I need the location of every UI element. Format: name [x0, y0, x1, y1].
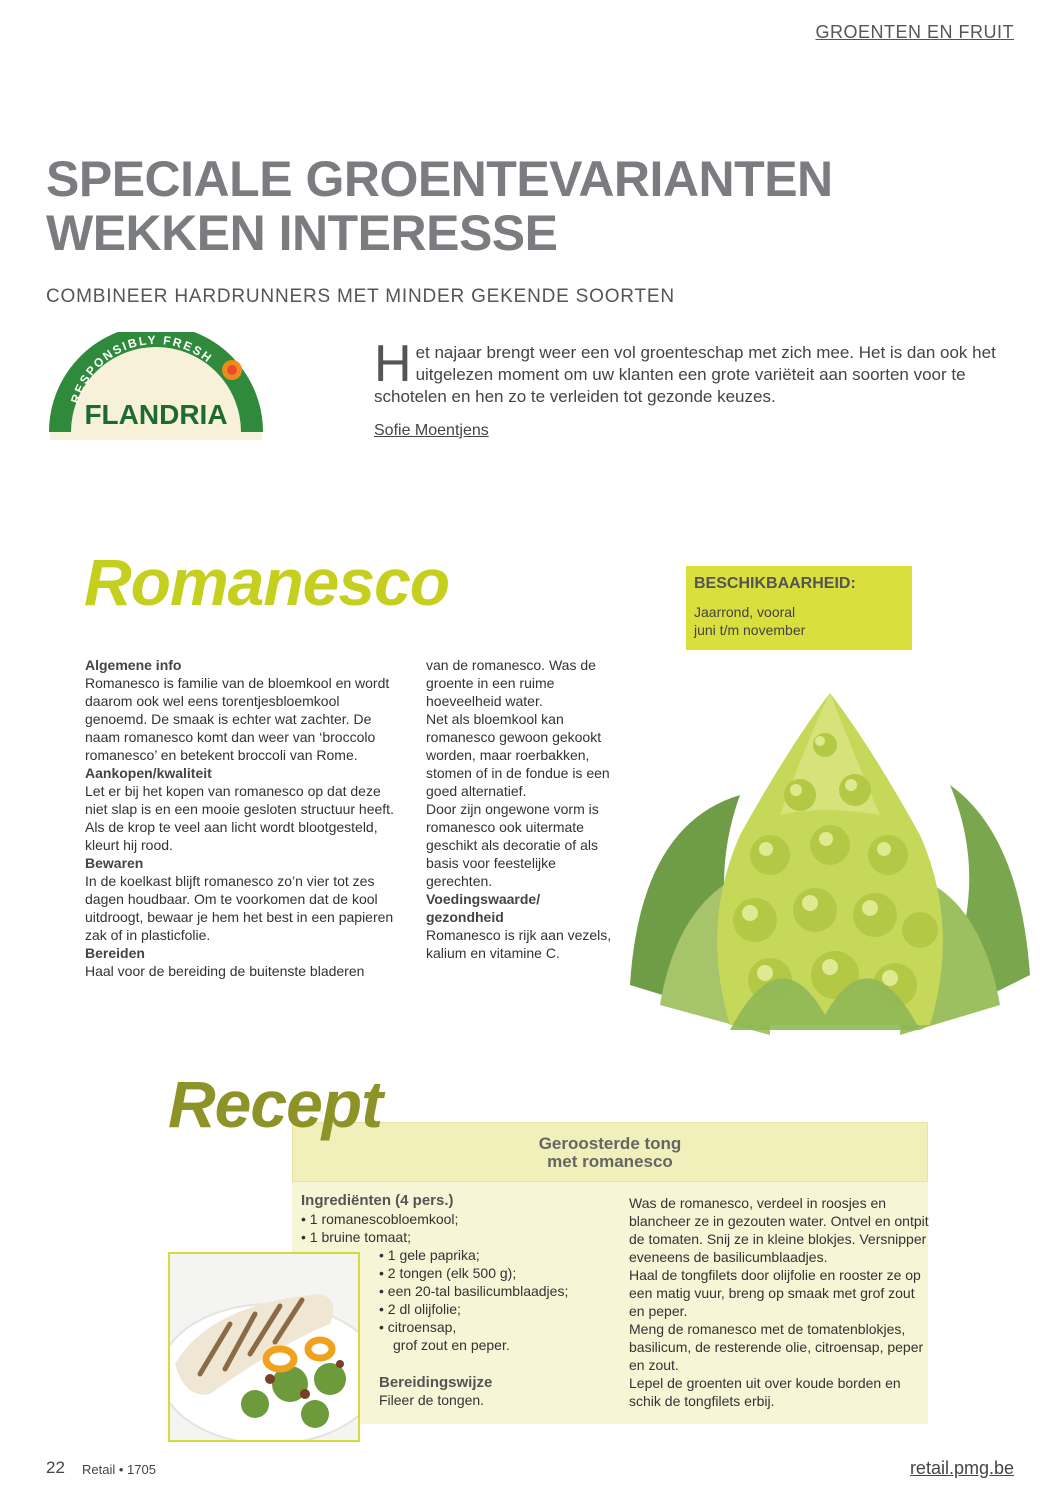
nutrition-heading: Voedingswaarde/ gezondheid: [426, 891, 541, 925]
prep-text: Haal voor de bereiding de buitenste bladeren: [85, 963, 365, 979]
romanesco-column-1: [85, 656, 395, 980]
dish-photo: [168, 1252, 360, 1442]
buy-heading: Aankopen/kwaliteit: [85, 765, 212, 781]
page-number: 22: [46, 1458, 65, 1477]
recipe-step: Haal de tongfilets door olijfolie en rooster ze op een matig vuur, breng op smaak met grof zout en peper.: [629, 1267, 921, 1319]
ingredient-item: • 1 bruine tomaat;: [301, 1228, 621, 1246]
method-heading: Bereidingswijze: [379, 1374, 493, 1391]
prep-text-continued: van de romanesco. Was de groente in een ruime hoeveelheid water.: [426, 657, 596, 709]
magazine-issue: Retail • 1705: [82, 1462, 156, 1477]
recipe-header: [292, 1122, 928, 1182]
article-headline: [46, 152, 833, 260]
ingredients-heading: Ingrediënten (4 pers.): [301, 1192, 454, 1209]
ingredient-item: • 1 gele paprika;: [301, 1246, 621, 1264]
recipe-name-line-1: Geroosterde tong: [538, 1134, 682, 1153]
author-link[interactable]: Sofie Moentjens: [374, 422, 489, 439]
info-heading: Algemene info: [85, 657, 182, 673]
method-intro: Fileer de tongen.: [379, 1392, 485, 1408]
ingredient-item: • 2 tongen (elk 500 g);: [301, 1264, 621, 1282]
nutrition-text: Romanesco is rijk aan vezels, kalium en vitamine C.: [426, 927, 612, 961]
logo-arc-text: RESPONSIBLY FRESH: [67, 332, 216, 406]
ingredient-item: • 1 romanescobloemkool;: [301, 1210, 621, 1228]
intro-dropcap: H: [374, 335, 412, 393]
recipe-step: Lepel de groenten uit over koude borden en schik de tongfilets erbij.: [629, 1375, 901, 1409]
section-label[interactable]: GROENTEN EN FRUIT: [815, 22, 1014, 42]
recipe-title: Recept: [168, 1067, 383, 1141]
romanesco-photo: [620, 685, 1040, 1045]
recipe-steps: [629, 1194, 929, 1410]
availability-heading: BESCHIKBAARHEID:: [694, 575, 856, 592]
recipe-name-line-2: met romanesco: [547, 1152, 673, 1171]
logo-brand-text: FLANDRIA: [84, 399, 228, 430]
intro-text: et najaar brengt weer een vol groenteschap met zich mee. Het is dan ook het uitgelezen moment om uw klanten een grote variëteit aan soorten voor te schotelen en hen zo te verleiden tot gezonde keuzes.: [374, 343, 996, 406]
website-link[interactable]: retail.pmg.be: [909, 1458, 1014, 1478]
prep-paragraph-3: Door zijn ongewone vorm is romanesco ook uitermate geschikt als decoratie of als basis voor feestelijke gerechten.: [426, 801, 599, 889]
headline-line-2: WEKKEN INTERESSE: [46, 205, 558, 261]
ingredient-item: • 2 dl olijfolie;: [301, 1300, 621, 1318]
dish-illustration: [170, 1254, 358, 1440]
headline-line-1: SPECIALE GROENTEVARIANTEN: [46, 151, 833, 207]
recipe-step: Meng de romanesco met de tomatenblokjes, basilicum, de resterende olie, citroensap, peper en zout.: [629, 1321, 924, 1373]
store-heading: Bewaren: [85, 855, 144, 871]
romanesco-column-2: [426, 656, 616, 962]
store-text: In de koelkast blijft romanesco zo’n vier tot zes dagen houdbaar. Om te voorkomen dat de kool uitdroogt, bewaar je hem het best in een papieren zak of in plasticfolie.: [85, 873, 394, 943]
article-subhead: COMBINEER HARDRUNNERS MET MINDER GEKENDE SOORTEN: [46, 286, 675, 307]
prep-heading: Bereiden: [85, 945, 145, 961]
info-text: Romanesco is familie van de bloemkool en wordt daarom ook wel eens torentjesbloemkool genoemd. De smaak is echter wat zachter. De naam romanesco komt dan weer van ‘broccolo romanesco’ en betekent broccoli van Rome.: [85, 675, 390, 763]
ingredient-item-continued: grof zout en peper.: [393, 1337, 510, 1353]
ingredient-item: • citroensap,: [301, 1318, 621, 1336]
flandria-logo: [46, 332, 266, 442]
prep-paragraph-2: Net als bloemkool kan romanesco gewoon gekookt worden, maar roerbakken, stomen of in de fondue is een goed alternatief.: [426, 711, 610, 799]
buy-text: Let er bij het kopen van romanesco op dat deze niet slap is en een mooie gesloten structuur heeft. Als de krop te veel aan licht wordt blootgesteld, kleurt hij rood.: [85, 783, 394, 853]
romanesco-title: Romanesco: [84, 545, 450, 619]
ingredient-item: • een 20-tal basilicumblaadjes;: [301, 1282, 621, 1300]
recipe-step: Was de romanesco, verdeel in roosjes en blancheer ze in gezouten water. Ontvel en ontpit de tomaten. Snij ze in kleine blokjes. Versnipper eveneens de basilicumblaadjes.: [629, 1195, 929, 1265]
article-intro: [374, 335, 1014, 408]
availability-box: [686, 566, 912, 650]
availability-text: Jaarrond, vooral juni t/m november: [694, 604, 806, 638]
